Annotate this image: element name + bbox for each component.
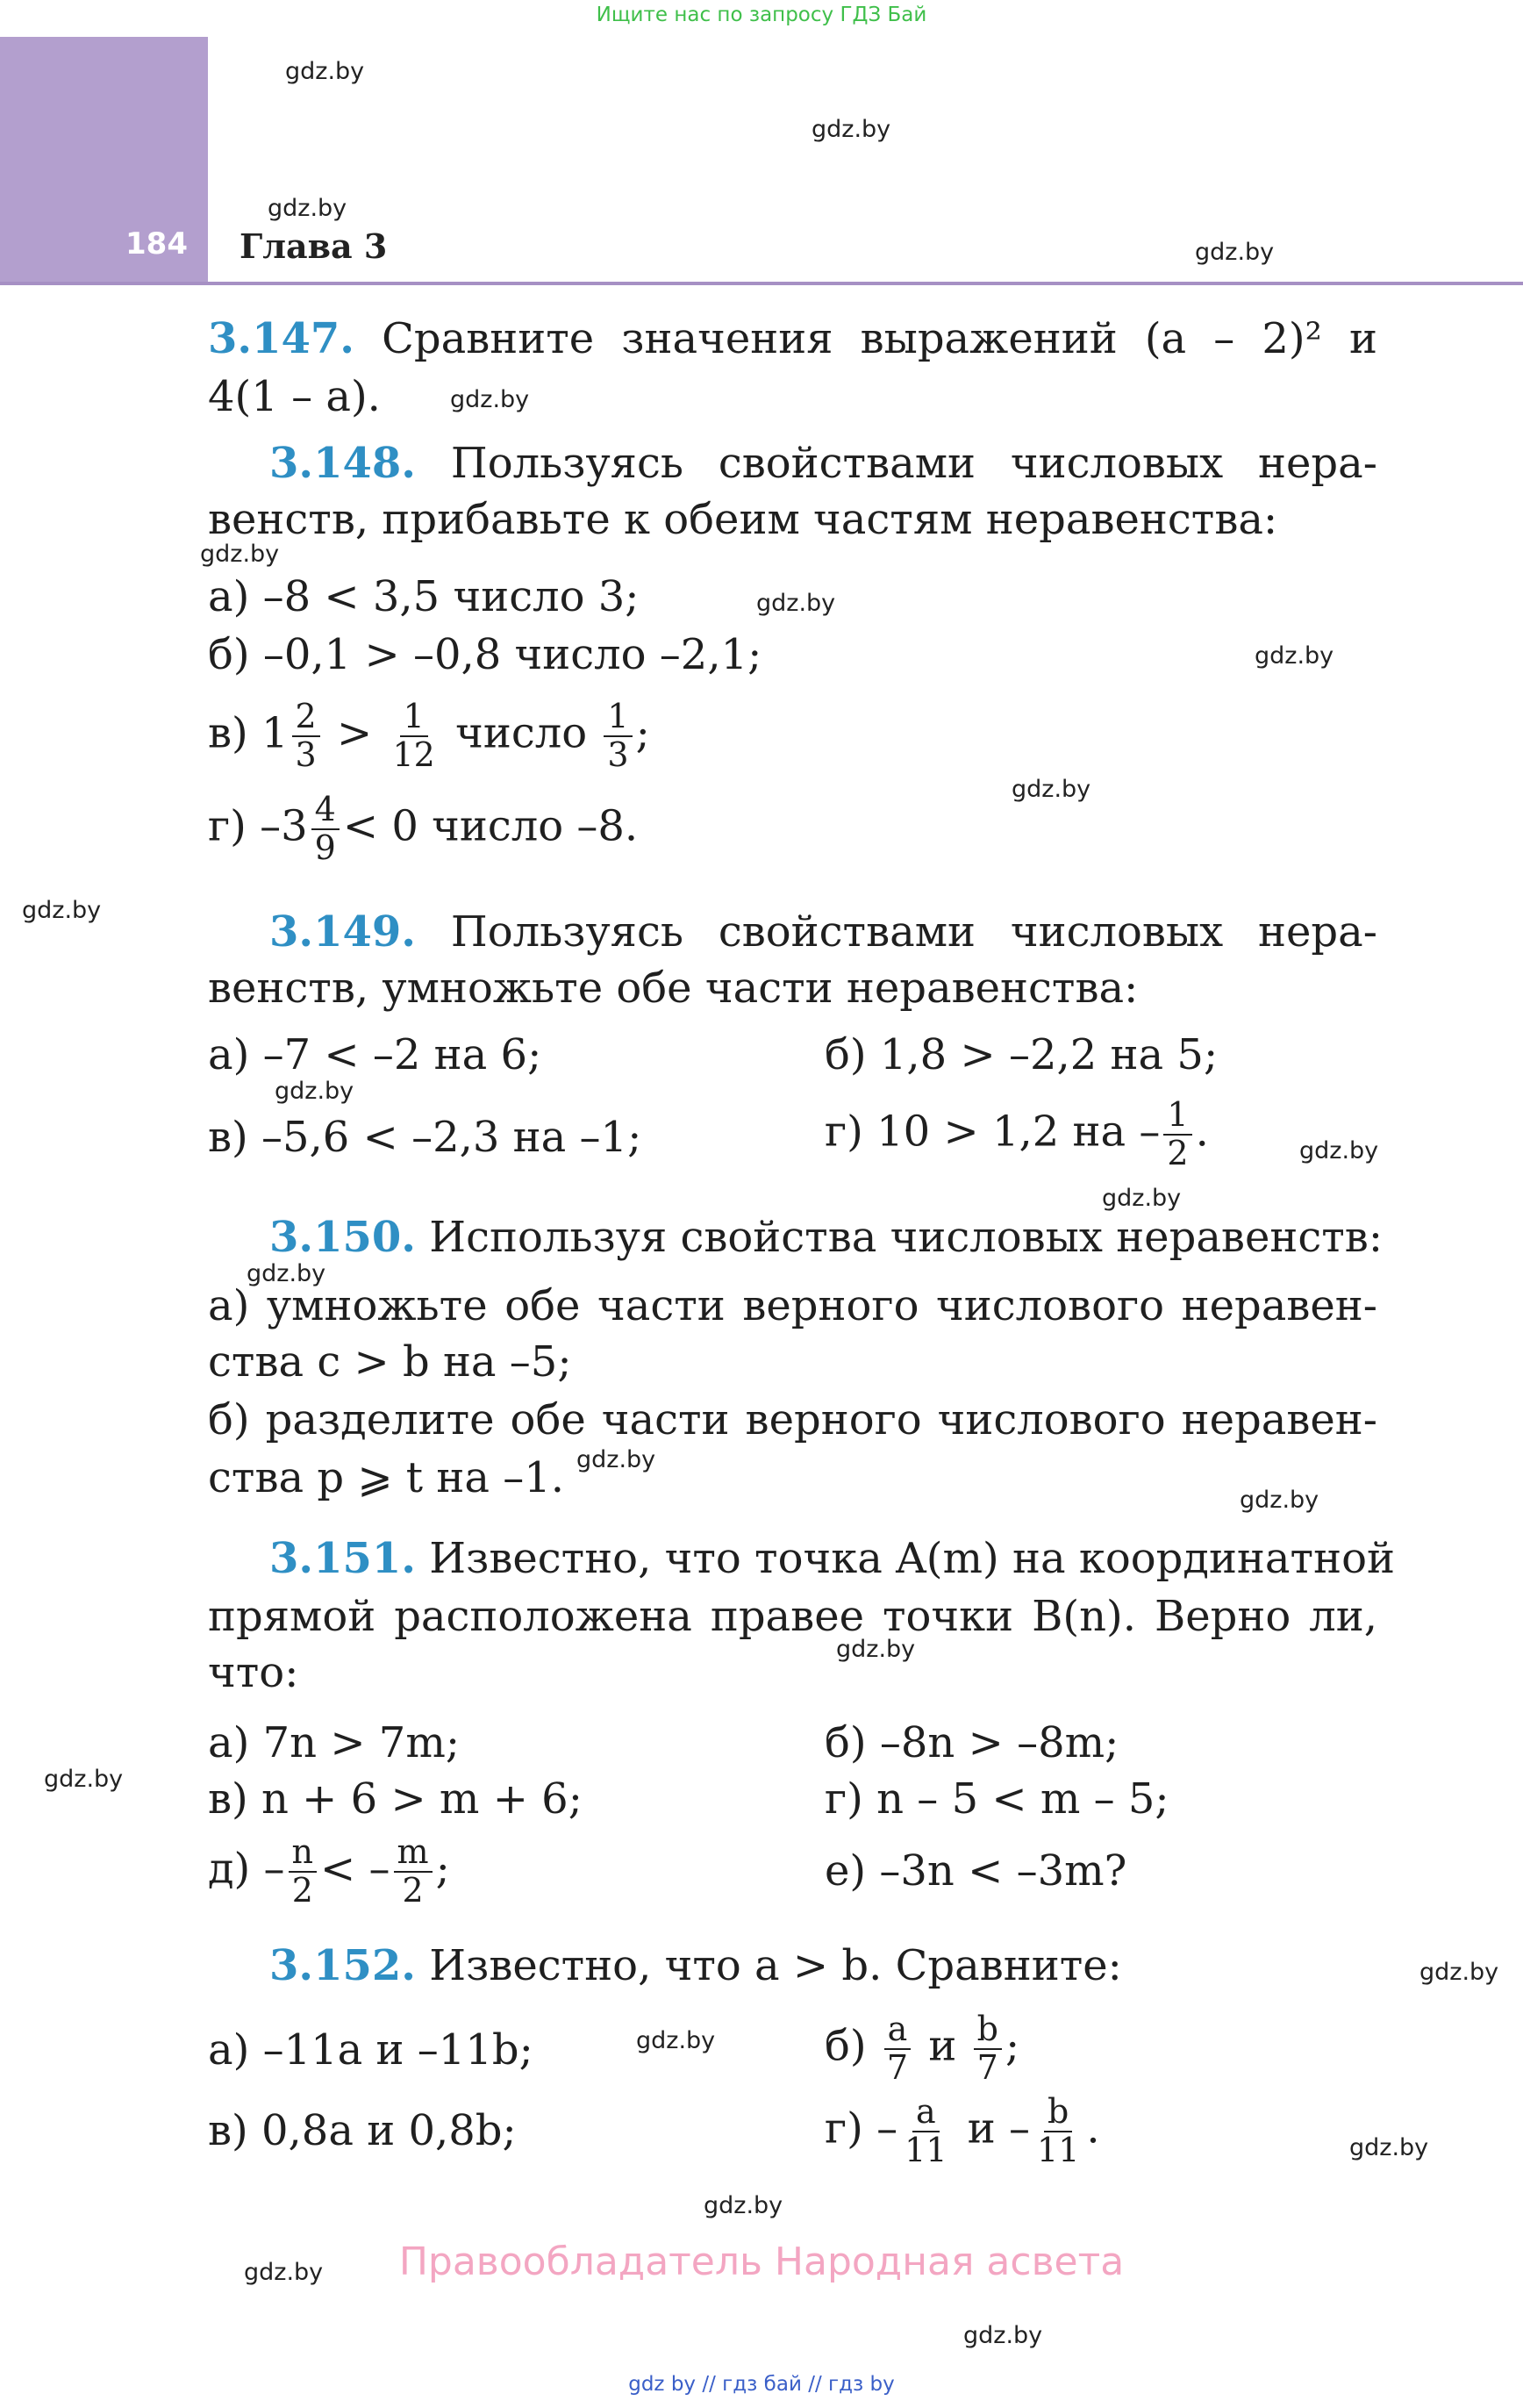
item-v: в) n + 6 > m + 6; [208,1774,583,1824]
item-b: б) 1,8 > –2,2 на 5; [825,1030,1219,1079]
fraction: $\frac{n}{2}$ [289,1834,317,1910]
problem-3-147-line-1: 3.147. Сравните значения выражений (a – 2)² и [208,314,1378,363]
fraction: $\frac{m}{2}$ [394,1834,433,1910]
watermark: gdz.by [244,2259,324,2286]
bottom-links[interactable]: gdz by // гдз бай // гдз by [628,2373,895,2396]
item-g: г) – $\frac{a}{11}$ и – $\frac{b}{11}$ . [825,2092,1100,2169]
rights-holder: Правообладатель Народная асвета [398,2240,1125,2284]
watermark: gdz.by [247,1260,326,1287]
item-b: б) –8n > –8m; [825,1718,1119,1767]
item-a: а) –7 < –2 на 6; [208,1030,542,1079]
watermark: gdz.by [836,1636,916,1663]
watermark: gdz.by [963,2322,1043,2349]
watermark: gdz.by [1195,239,1275,266]
chapter-title: Глава 3 [240,226,388,266]
watermark: gdz.by [1012,776,1091,803]
fraction: $\frac{2}{3}$ [292,699,320,774]
fraction: $\frac{1}{3}$ [604,699,632,774]
item-b: б) –0,1 > –0,8 число –2,1; [208,630,762,679]
problem-number: 3.150. [269,1213,417,1262]
item-a: а) –11a и –11b; [208,2025,533,2075]
fraction: $\frac{4}{9}$ [311,792,340,867]
item-a: а) –8 < 3,5 число 3; [208,572,640,621]
watermark: gdz.by [22,897,102,924]
watermark: gdz.by [1419,1959,1499,1986]
problem-3-150-line-4: б) разделите обе части верного числового неравен- [208,1395,1377,1444]
watermark: gdz.by [1349,2134,1429,2161]
item-a: а) 7n > 7m; [208,1718,461,1767]
watermark: gdz.by [812,116,891,143]
problem-number: 3.149. [269,907,417,957]
problem-number: 3.147. [208,314,355,363]
fraction: $\frac{1}{12}$ [392,697,435,774]
watermark: gdz.by [285,58,365,85]
watermark: gdz.by [1299,1137,1379,1165]
watermark: gdz.by [636,2027,716,2054]
problem-3-150-line-2: а) умножьте обе части верного числового неравен- [208,1281,1377,1330]
top-note: Ищите нас по запросу ГДЗ Бай [596,4,927,26]
item-g: г) –3 $\frac{4}{9}$ < 0 число –8. [208,790,639,867]
fraction: $\frac{b}{11}$ [1037,2092,1080,2169]
item-d: д) – $\frac{n}{2}$ < – $\frac{m}{2}$ ; [208,1832,450,1910]
item-v: в) 1 $\frac{2}{3}$ > $\frac{1}{12}$ число $\frac{1}{3}$ ; [208,697,650,774]
item-v: в) 0,8a и 0,8b; [208,2106,517,2155]
fraction: $\frac{1}{2}$ [1163,1097,1191,1172]
watermark: gdz.by [576,1446,656,1473]
page-number: 184 [125,226,188,262]
problem-3-149-line-1: 3.149. Пользуясь свойствами числовых нера- [269,907,1377,957]
problem-3-149-line-2: венств, умножьте обе части неравенства: [208,964,1139,1013]
fraction: $\frac{b}{7}$ [974,2011,1002,2087]
problem-number: 3.148. [269,439,417,488]
problem-3-150-line-1: 3.150. Используя свойства числовых неравенств: [269,1213,1383,1262]
watermark: gdz.by [1255,642,1334,670]
item-g: г) n – 5 < m – 5; [825,1774,1169,1824]
item-g: г) 10 > 1,2 на – $\frac{1}{2}$ . [825,1095,1209,1172]
problem-3-148-line-2: венств, прибавьте к обеим частям неравенства: [208,495,1278,544]
item-v: в) –5,6 < –2,3 на –1; [208,1113,642,1162]
problem-3-152-line-1: 3.152. Известно, что a > b. Сравните: [269,1941,1122,1990]
item-e: е) –3n < –3m? [825,1846,1127,1896]
fraction: $\frac{a}{11}$ [905,2092,947,2169]
fraction: $\frac{a}{7}$ [883,2011,912,2087]
header-rule [0,282,1523,285]
watermark: gdz.by [1102,1185,1182,1212]
watermark: gdz.by [275,1078,354,1105]
problem-3-150-line-5: ства p ⩾ t на –1. [208,1453,565,1502]
problem-3-151-line-1: 3.151. Известно, что точка A(m) на координатной [269,1534,1395,1583]
problem-3-150-line-3: ства c > b на –5; [208,1337,572,1387]
watermark: gdz.by [44,1766,124,1793]
problem-3-147-line-2: 4(1 – a). [208,372,381,421]
watermark: gdz.by [200,541,280,568]
problem-number: 3.152. [269,1941,417,1990]
watermark: gdz.by [704,2192,783,2219]
problem-3-148-line-1: 3.148. Пользуясь свойствами числовых нера- [269,439,1377,488]
watermark: gdz.by [450,386,530,413]
problem-number: 3.151. [269,1534,417,1583]
watermark: gdz.by [756,590,836,617]
watermark: gdz.by [268,195,347,222]
item-b: б) $\frac{a}{7}$ и $\frac{b}{7}$ ; [825,2010,1020,2087]
problem-3-151-line-3: что: [208,1648,299,1697]
problem-3-151-line-2: прямой расположена правее точки B(n). Верно ли, [208,1592,1377,1641]
watermark: gdz.by [1240,1487,1319,1514]
